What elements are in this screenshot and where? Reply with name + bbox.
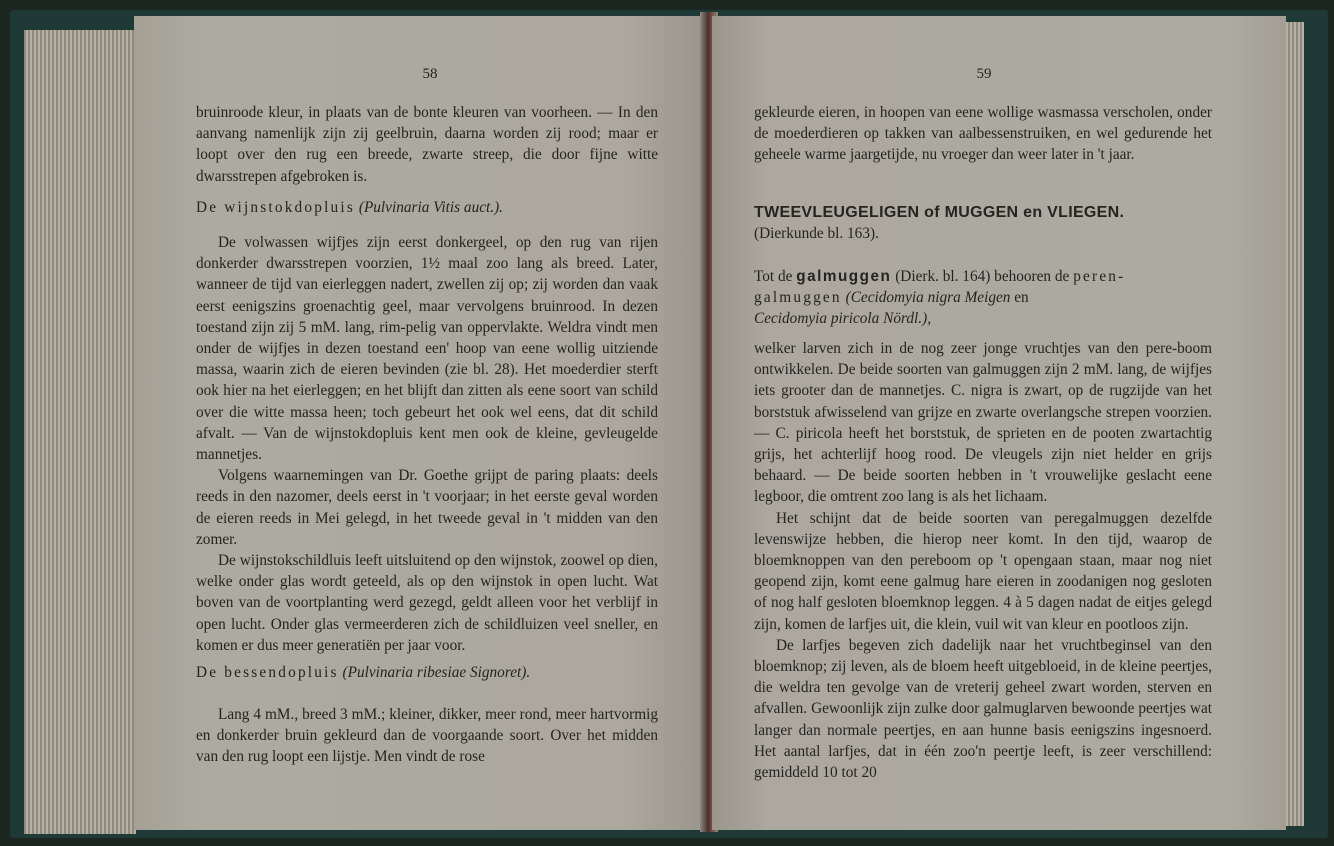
paragraph: Volgens waarnemingen van Dr. Goethe grijpt de paring plaats: deels reeds in den nazomer, deels eerst in 't voorjaar; in het eerste geval worden de eieren reeds in Mei gelegd, in het tweede geval in 't midden van den zomer. <box>196 467 659 548</box>
paragraph: welker larven zich in de nog zeer jonge vruchtjes van den pere-boom ontwikkelen. De beide soorten van galmuggen zijn 2 mM. lang, de wijfjes iets grooter dan de mannetjes. C. nigra is zwart, op de rugzijde van het borststuk afwisselend van grijze en zwarte overlangsche strepen voorzien. — C. piricola heeft het borststuk, de sprieten en de pooten zwartachtig grijs, het achterlijf hoog rood. De vleugels zijn niet helder en grijs behaard. — De beide soorten hebben in 't vrouwelijke geslacht eene legboor, die omtrent zoo lang is als het lichaam. <box>754 340 1213 506</box>
chapter-heading <box>754 202 1212 244</box>
intro-paragraph: gekleurde eieren, in hoopen van eene wollige wasmassa verscholen, onder de moederdieren op takken van aalbessenstruiken, en wel gedurende het geheele warme jaargetijde, nu vroeger dan weer later in 't jaar. <box>754 104 1213 164</box>
paragraph: De volwassen wijfjes zijn eerst donkergeel, op den rug van rijen donkerder dwarsstrepen voorzien, 1½ maal zoo lang als breed. Later, wanneer de tijd van eierleggen nadert, zwellen zij op; zij worden dan vaak eerst eenigszins groenachtig geel, maar vervolgens bruinrood. In dezen toestand zijn zij 5 mM. lang, rim-pelig van oppervlakte. Weldra vindt men onder de wijfjes in dezen toestand een' hoop van eene wollig uitziende massa, waarin zich de eieren bevinden (zie bl. 28). Het moederdier sterft ook hier na het eierleggen; en het blijft dan zitten als eene soort van schild over die witte massa heen; toch gebeurt het ook wel eens, dat dit schild afvalt. — Van de wijnstokdopluis kent men ook de kleine, gevleugelde mannetjes. <box>196 234 659 464</box>
right-body <box>754 338 1212 783</box>
page-number: 58 <box>422 66 438 82</box>
paragraph: De larfjes begeven zich dadelijk naar het vruchtbeginsel van den bloemknop; zij leven, als de bloem heeft uitgebloeid, in de kleine peertjes, die weldra ten gevolge van de vreterij geheel zwart worden, sterven en afvallen. Gewoonlijk zijn zulke door galmuglarven bewoonde peertjes wat langer dan normale peertjes, en aan hunne basis eenigszins ingesnoerd. Het aantal larfjes, dat in één zoo'n peertje leeft, is zeer verschillend: gemiddeld 10 tot 20 <box>754 636 1213 782</box>
chapter-reference: (Dierkunde bl. 163). <box>754 225 879 243</box>
left-intro <box>196 102 658 187</box>
paragraph: Lang 4 mM., breed 3 mM.; kleiner, dikker, meer rond, meer hartvormig en donkerder bruin gekleurd dan de voorgaande soort. Over het midden van den rug loopt een lijstje. Men vindt de rose <box>196 706 658 766</box>
left-page <box>134 16 706 830</box>
left-section2-body <box>196 704 658 768</box>
right-intro <box>754 102 1212 166</box>
left-section1-body <box>196 232 658 656</box>
paragraph: De wijnstokschildluis leeft uitsluitend op den wijnstok, zoowel op dien, welke onder glas wordt geteeld, als op den wijnstok in open lucht. Wat boven van de voortplanting werd gezegd, geldt alleen voor het verblijf in open lucht. Onder glas vermeerderen zich de schildluizen veel sneller, en komen er dus meer generatiën per jaar voor. <box>196 552 659 654</box>
intro-paragraph: bruinroode kleur, in plaats van de bonte kleuren van voorheen. — In den aanvang namenlijk zijn zij geelbruin, daarna worden zij rood; maar er loopt over den rug een breede, zwarte streep, die door fijne witte dwarsstrepen afgebroken is. <box>196 104 658 185</box>
page-edges-left <box>24 30 136 834</box>
chapter-title: TWEEVLEUGELIGEN of MUGGEN en VLIEGEN. <box>754 204 1125 221</box>
section-heading-bessendopluis: De bessendopluis (Pulvinaria ribesiae Signoret). <box>196 664 531 681</box>
galmuggen-heading: Tot de galmuggen (Dierk. bl. 164) behooren de peren- galmuggen (Cecidomyia nigra Meigen en Cecidomyia piricola Nördl.), <box>754 268 1126 328</box>
paragraph: Het schijnt dat de beide soorten van peregalmuggen dezelfde levenswijze hebben, die hierop neer komt. In den tijd, waarop de bloemknoppen van den pereboom op 't opengaan staan, maar nog niet geopend zijn, komt eene galmug hare eieren in zoodanigen nog gesloten of nog half gesloten bloemknop leggen. 4 à 5 dagen nadat de eitjes gelegd zijn, komen de larfjes uit, die klein, vuil wit van kleur en pootloos zijn. <box>754 509 1213 633</box>
right-page <box>712 16 1286 830</box>
page-number: 59 <box>976 66 992 82</box>
section-heading-wijnstokdopluis: De wijnstokdopluis (Pulvinaria Vitis auct.). <box>196 199 504 216</box>
